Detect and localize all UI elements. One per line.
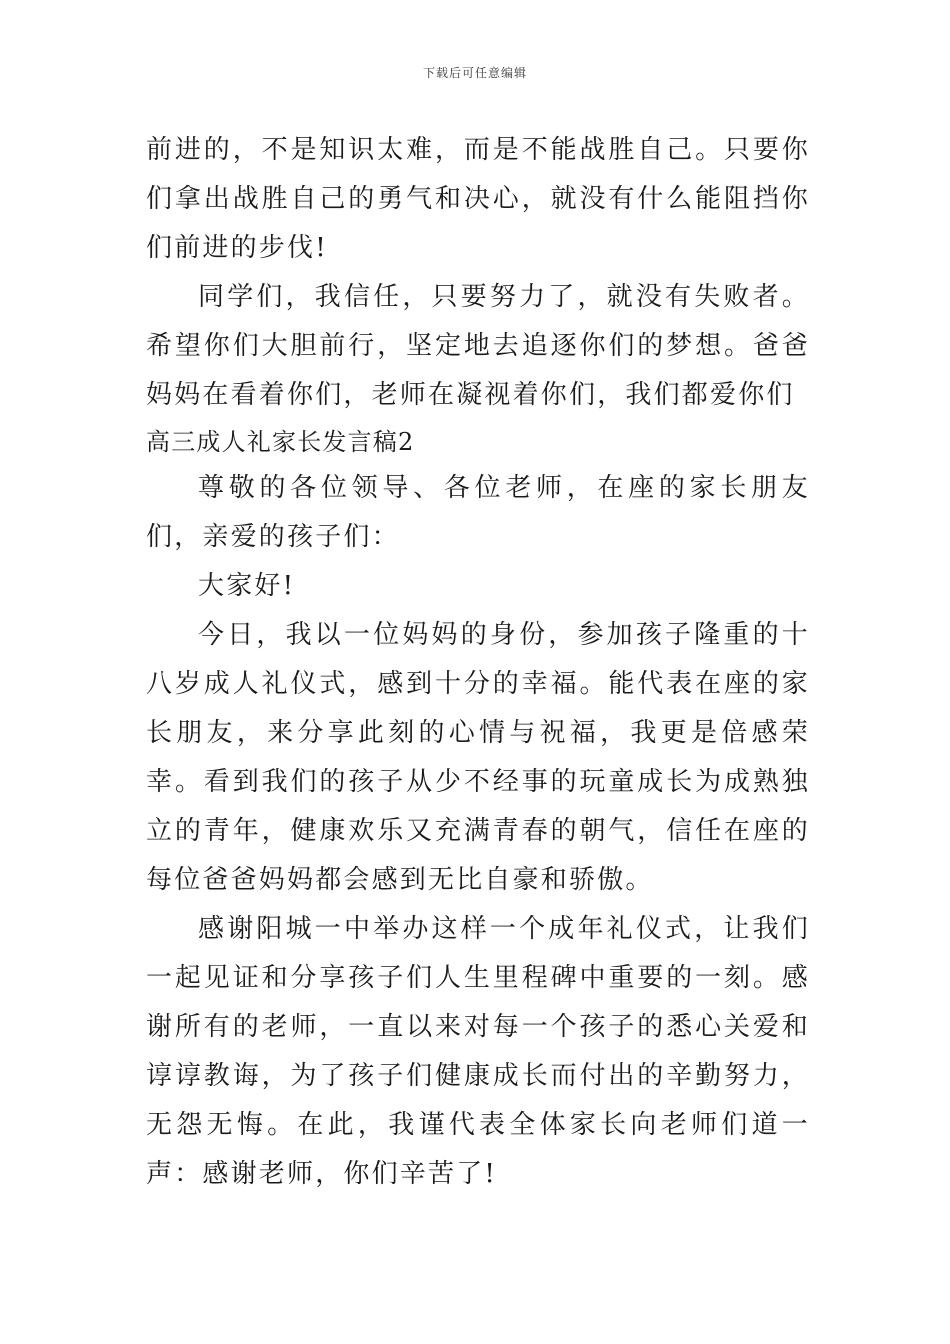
paragraph-thanks: 感谢阳城一中举办这样一个成年礼仪式，让我们一起见证和分享孩子们人生里程碑中重要的一刻。感谢所有的老师，一直以来对每一个孩子的悉心关爱和谆谆教诲，为了孩子们健康成长而付出的辛勤努力，无怨无悔。在此，我谨代表全体家长向老师们道一声：感谢老师，你们辛苦了! [146, 914, 810, 1189]
document-body [146, 126, 810, 1199]
paragraph-students: 同学们，我信任，只要努力了，就没有失败者。希望你们大胆前行，坚定地去追逐你们的梦想。爸爸妈妈在看着你们，老师在凝视着你们，我们都爱你们 [146, 282, 810, 410]
paragraph-greeting: 大家好! [198, 571, 296, 601]
page-header: 下载后可任意编辑 [422, 66, 527, 80]
paragraph-today: 今日，我以一位妈妈的身份，参加孩子隆重的十八岁成人礼仪式，感到十分的幸福。能代表在座的家长朋友，来分享此刻的心情与祝福，我更是倍感荣幸。看到我们的孩子从少不经事的玩童成长为成熟独立的青年，健康欢乐又充满青春的朝气，信任在座的每位爸爸妈妈都会感到无比自豪和骄傲。 [146, 620, 810, 895]
paragraph-continuation: 前进的，不是知识太难，而是不能战胜自己。只要你们拿出战胜自己的勇气和决心，就没有什么能阻挡你们前进的步伐! [146, 135, 810, 263]
paragraph-salutation: 尊敬的各位领导、各位老师，在座的家长朋友们，亲爱的孩子们： [146, 473, 810, 552]
section-title: 高三成人礼家长发言稿2 [146, 428, 415, 456]
